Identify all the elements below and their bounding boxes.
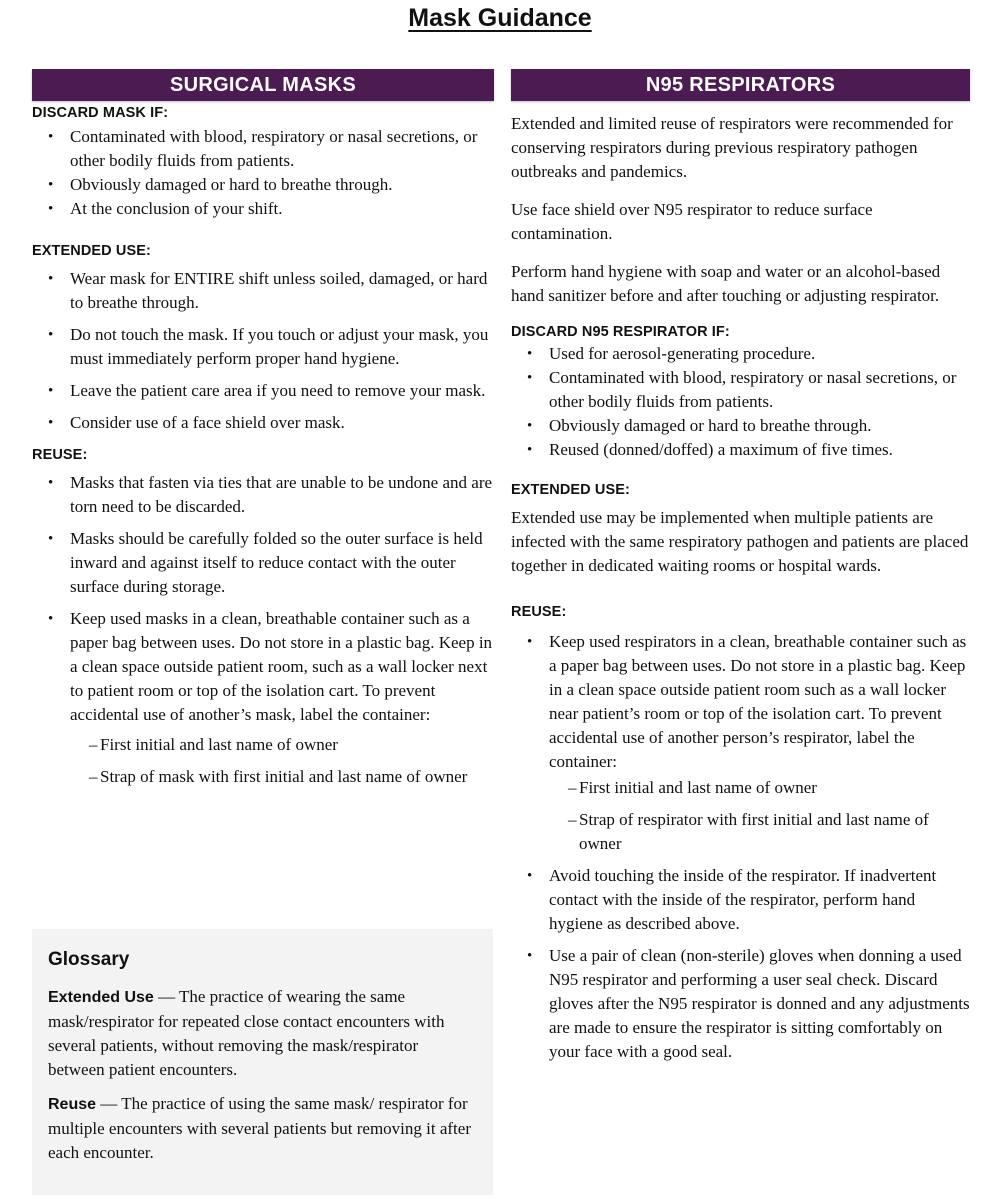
list-item: • Use a pair of clean (non-sterile) gloves when donning a used N95 respirator and performing a user seal check. Discard gloves after the N95 respirator is donned and any adjustments are made to ensure the respirator is sitting comfortably on your face with a good seal. [511, 944, 970, 1064]
glossary-definition: — The practice of using the same mask/ respirator for multiple encounters with several patients but removing it after each encounter. [48, 1094, 471, 1162]
list-item [32, 607, 494, 789]
sub-list-item: – Strap of mask with first initial and last name of owner [70, 765, 494, 789]
list-item: • Do not touch the mask. If you touch or adjust your mask, you must immediately perform proper hand hygiene. [32, 323, 494, 371]
list-item: • Leave the patient care area if you need to remove your mask. [32, 379, 494, 403]
sub-list-item: – Strap of respirator with first initial and last name of owner [549, 808, 970, 856]
list-item: • Obviously damaged or hard to breathe through. [32, 173, 494, 197]
page-title: Mask Guidance [408, 4, 592, 32]
surgical-reuse-list [32, 471, 494, 789]
n95-discard-heading: DISCARD N95 RESPIRATOR IF: [511, 324, 730, 340]
list-item: • Masks should be carefully folded so the outer surface is held inward and against itself to reduce contact with the outer surface during storage. [32, 527, 494, 599]
glossary-entry-extended-use [48, 985, 477, 1082]
list-item: • Obviously damaged or hard to breathe through. [511, 414, 970, 438]
surgical-masks-banner: SURGICAL MASKS [32, 69, 494, 101]
list-item: • Consider use of a face shield over mask. [32, 411, 494, 435]
sub-list-item: – First initial and last name of owner [70, 733, 494, 757]
surgical-extended-list [32, 267, 494, 435]
n95-intro-paragraph: Perform hand hygiene with soap and water or an alcohol-based hand sanitizer before and after touching or adjusting respirator. [511, 262, 941, 305]
n95-label-sublist [549, 776, 970, 856]
n95-extended-heading: EXTENDED USE: [511, 482, 630, 498]
n95-intro-paragraph: Extended and limited reuse of respirators were recommended for conserving respirators during previous respiratory pathogen outbreaks and pandemics. [511, 114, 953, 181]
list-item-text: Keep used masks in a clean, breathable container such as a paper bag between uses. Do not store in a plastic bag. Keep in a clean space outside patient room, such as a wall locker next to patient room or top of the isolation cart. To prevent accidental use of another’s mask, label the container: [70, 609, 493, 724]
surgical-label-sublist [70, 733, 494, 789]
n95-intro-paragraph: Use face shield over N95 respirator to reduce surface contamination. [511, 200, 873, 243]
list-item: • Used for aerosol-generating procedure. [511, 342, 970, 366]
glossary-box [32, 929, 493, 1195]
n95-respirators-banner: N95 RESPIRATORS [511, 69, 970, 101]
surgical-discard-list [32, 125, 494, 221]
surgical-reuse-heading: REUSE: [32, 447, 88, 463]
list-item: • Avoid touching the inside of the respirator. If inadvertent contact with the inside of the respirator, perform hand hygiene as described above. [511, 864, 970, 936]
list-item [511, 630, 970, 856]
surgical-masks-column [32, 69, 494, 797]
n95-discard-list [511, 342, 970, 462]
glossary-term: Extended Use [48, 989, 154, 1006]
list-item-text: Keep used respirators in a clean, breathable container such as a paper bag between uses. Do not store in a plastic bag. Keep in a clean space outside patient room such as a wall locker near patient’s room or top of the isolation cart. To prevent accidental use of another person’s respirator, label the container: [549, 632, 967, 771]
surgical-discard-heading: DISCARD MASK IF: [32, 105, 169, 121]
n95-reuse-list [511, 630, 970, 1064]
glossary-definition: — The practice of wearing the same mask/respirator for repeated close contact encounters with several patients, without removing the mask/respirator between patient encounters. [48, 987, 445, 1079]
list-item: • Masks that fasten via ties that are unable to be undone and are torn need to be discarded. [32, 471, 494, 519]
sub-list-item: – First initial and last name of owner [549, 776, 970, 800]
list-item: • Reused (donned/doffed) a maximum of five times. [511, 438, 970, 462]
surgical-extended-heading: EXTENDED USE: [32, 243, 151, 259]
n95-respirators-column [511, 69, 970, 1072]
n95-extended-text: Extended use may be implemented when multiple patients are infected with the same respiratory pathogen and patients are placed together in dedicated waiting rooms or hospital wards. [511, 508, 969, 575]
list-item: • Contaminated with blood, respiratory or nasal secretions, or other bodily fluids from patients. [511, 366, 970, 414]
glossary-entry-reuse [48, 1092, 477, 1165]
list-item: • At the conclusion of your shift. [32, 197, 494, 221]
list-item: • Contaminated with blood, respiratory or nasal secretions, or other bodily fluids from patients. [32, 125, 494, 173]
n95-reuse-heading: REUSE: [511, 604, 567, 620]
glossary-heading: Glossary [48, 949, 130, 970]
list-item: • Wear mask for ENTIRE shift unless soiled, damaged, or hard to breathe through. [32, 267, 494, 315]
glossary-term: Reuse [48, 1096, 97, 1113]
